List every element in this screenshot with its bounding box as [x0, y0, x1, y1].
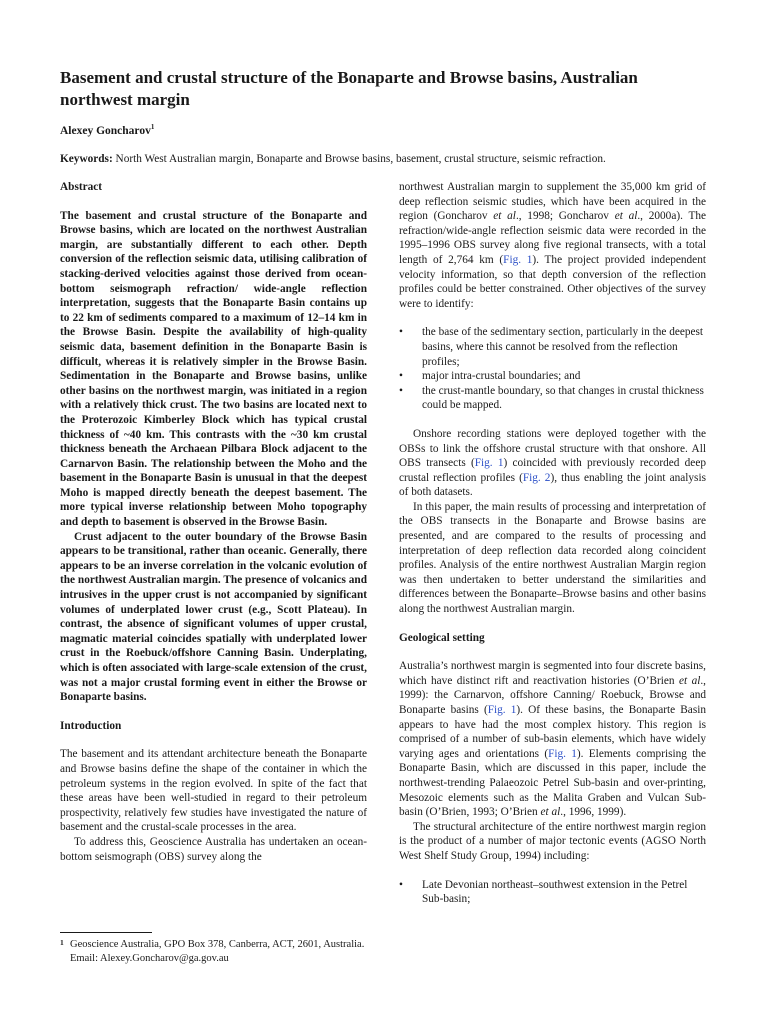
introduction-heading: Introduction [60, 719, 122, 732]
geology-text-d: ). Elements comprising the Bonaparte Basin, which are discussed in this paper, include the northwest-trending Palaeozoic Petrel Sub-basin and over-printing, Mesozoic elements such as the Malita Graben and Vulcan Sub-basin (O’Brien, 1993; O’Brien [399, 747, 706, 819]
author-footnote-marker[interactable]: 1 [150, 123, 155, 131]
geological-setting-heading: Geological setting [399, 631, 485, 644]
figure-2-link[interactable]: Fig. 2 [522, 471, 551, 484]
survey-etal-2: et al [614, 210, 638, 223]
list-item: • Late Devonian northeast–southwest extension in the Petrel Sub-basin; [399, 878, 706, 907]
abstract-paragraph-1: The basement and crustal structure of the Bonaparte and Browse basins, which are located on the northwest Australian margin, are substantially different to each other. Depth conversion of the reflection seismic data, utilising calibration of stacking-derived velocities against those derived from ocean-bottom seismograph refraction/ wide-angle reflection interpretation, suggests that the Bonaparte Basin contains up to 22 km of sediments compared to a maximum of 12–14 km in the Browse Basin. Despite the availability of high-quality seismic data, basement definition in the Bonaparte Basin is difficult, whereas it is relatively simpler in the Browse Basin. Sedimentation in the Bonaparte and Browse basins, unlike other basins on the northwest margin, was initiated in a region with a relatively thick crust. The two basins are located next to the Proterozoic Kimberley Block which has typical crustal thickness of ~40 km. This contrasts with the ~30 km crustal thickness beneath the Archaean Pilbara Block adjacent to the Carnarvon Basin. The relationship between the Moho and the basement in the Bonaparte Basin is unusual in that the deepest Moho is mapped directly beneath the deepest basement. The more typical inverse relationship between Moho topography and depth to basement is observed in the Browse Basin. [60, 209, 367, 529]
geology-text-c: ). Of these basins, the Bonaparte Basin appears to have had the most complex history. This region is comprised of a number of sub-basin elements, which have widely varying ages and orientations ( [399, 704, 706, 760]
survey-text-d: ). The project provided independent velocity information, so that depth conversion of the reflection profiles could be better constrained. Other objectives of the survey were to identify: [399, 253, 706, 310]
geology-text-b: ., 1999): the Carnarvon, offshore Canning/ Roebuck, Browse and Bonaparte basins ( [399, 674, 707, 716]
introduction-paragraph-1: The basement and its attendant architecture beneath the Bonaparte and Browse basins define the shape of the container in which the petroleum systems in the region evolved. In spite of the fact that these areas have been well-studied in regard to their petroleum prospectivity, relatively few studies have investigated the nature of basement and the crustal-scale processes in the area. [60, 748, 367, 834]
figure-1-link[interactable]: Fig. 1 [503, 253, 533, 266]
figure-1-link[interactable]: Fig. 1 [487, 704, 517, 716]
tectonic-paragraph: The structural architecture of the entire northwest margin region is the product of a number of major tectonic events (AGSO North West Shelf Study Group, 1994) including: [399, 820, 706, 862]
onshore-text-c: ), thus enabling the joint analysis of both datasets. [399, 471, 706, 499]
survey-text-a: northwest Australian margin to supplement the 35,000 km grid of deep reflection seismic studies, which have been acquired in the region (Goncharov [399, 181, 706, 223]
geology-etal-1: et al [679, 674, 701, 687]
left-column [60, 180, 367, 864]
survey-etal-1: et al [493, 210, 516, 223]
onshore-text-b: ) coincided with previously recorded deep crustal reflection profiles ( [399, 457, 706, 484]
author-name [60, 123, 154, 137]
footnote-marker: 1 [60, 938, 64, 947]
figure-1-link[interactable]: Fig. 1 [548, 747, 577, 760]
footnote-divider [60, 932, 152, 933]
keywords-text: North West Australian margin, Bonaparte and Browse basins, basement, crustal structure, seismic refraction. [112, 153, 606, 165]
keywords-line [60, 153, 720, 165]
objectives-list [399, 325, 706, 413]
keywords-label: Keywords: [60, 153, 113, 165]
abstract-paragraph-2: Crust adjacent to the outer boundary of the Browse Basin appears to be transitional, rather than oceanic. Generally, there appears to be an inverse correlation in the volcanic evolution of the northwest Australian margin. The presence of volcanics and intrusives in the upper crust is not accompanied by significant volumes of underplated lower crust (e.g., Scott Plateau). In contrast, the absence of significant volumes of upper crustal, magmatic material coincides spatially with underplated lower crust in the Roebuck/offshore Canning Basin. Underplating, which is often associated with large-scale extension of the crust, was not a major crustal forming event in either the Browse or Bonaparte basins. [60, 530, 367, 704]
list-item: • major intra-crustal boundaries; and [399, 369, 706, 384]
onshore-text-a: Onshore recording stations were deployed together with the OBSs to link the offshore crustal structure with that onshore. All OBS transects ( [399, 427, 706, 470]
survey-text-b: ., 1998; Goncharov [515, 210, 615, 223]
introduction-paragraph-2: To address this, Geoscience Australia has undertaken an ocean-bottom seismograph (OBS) survey along the [60, 835, 367, 863]
geology-text-a: Australia’s northwest margin is segmented into four discrete basins, which have distinct rift and reactivation histories (O’Brien [399, 660, 706, 687]
author-name-text: Alexey Goncharov [60, 124, 151, 137]
survey-paragraph [399, 180, 706, 311]
paper-title: Basement and crustal structure of the Bonaparte and Browse basins, Australian northwest margin [60, 68, 638, 109]
list-item: • the base of the sedimentary section, particularly in the deepest basins, where this cannot be resolved from the reflection profiles; [399, 325, 706, 369]
geology-paragraph [399, 659, 706, 820]
geology-text-e: ., 1996, 1999). [560, 806, 627, 819]
paper-scope-paragraph: In this paper, the main results of processing and interpretation of the OBS transects in the Bonaparte and Browse basins are presented, and are compared to the results of processing and interpretation of deep reflection data recorded along coincident profiles. Analysis of the entire northwest Australian Margin region was then undertaken to better understand the similarities and differences between the Bonaparte–Browse basins and other basins along the northwest Australian margin. [399, 500, 706, 616]
right-column [399, 180, 706, 907]
tectonic-events-list [399, 878, 706, 907]
footnote-text: Geoscience Australia, GPO Box 378, Canberra, ACT, 2601, Australia. Email: Alexey.Goncharov@ga.gov.au [70, 939, 365, 964]
onshore-paragraph [399, 427, 706, 500]
survey-text-c: ., 2000a). The refraction/wide-angle reflection seismic data were recorded in the 1995–1996 OBS survey along five regional transects, with a total length of 2,764 km ( [399, 210, 707, 266]
author-footnote [60, 938, 370, 965]
list-item: • the crust-mantle boundary, so that changes in crustal thickness could be mapped. [399, 384, 706, 413]
figure-1-link[interactable]: Fig. 1 [474, 457, 504, 470]
abstract-heading: Abstract [60, 181, 103, 193]
geology-etal-2: et al [540, 806, 561, 819]
